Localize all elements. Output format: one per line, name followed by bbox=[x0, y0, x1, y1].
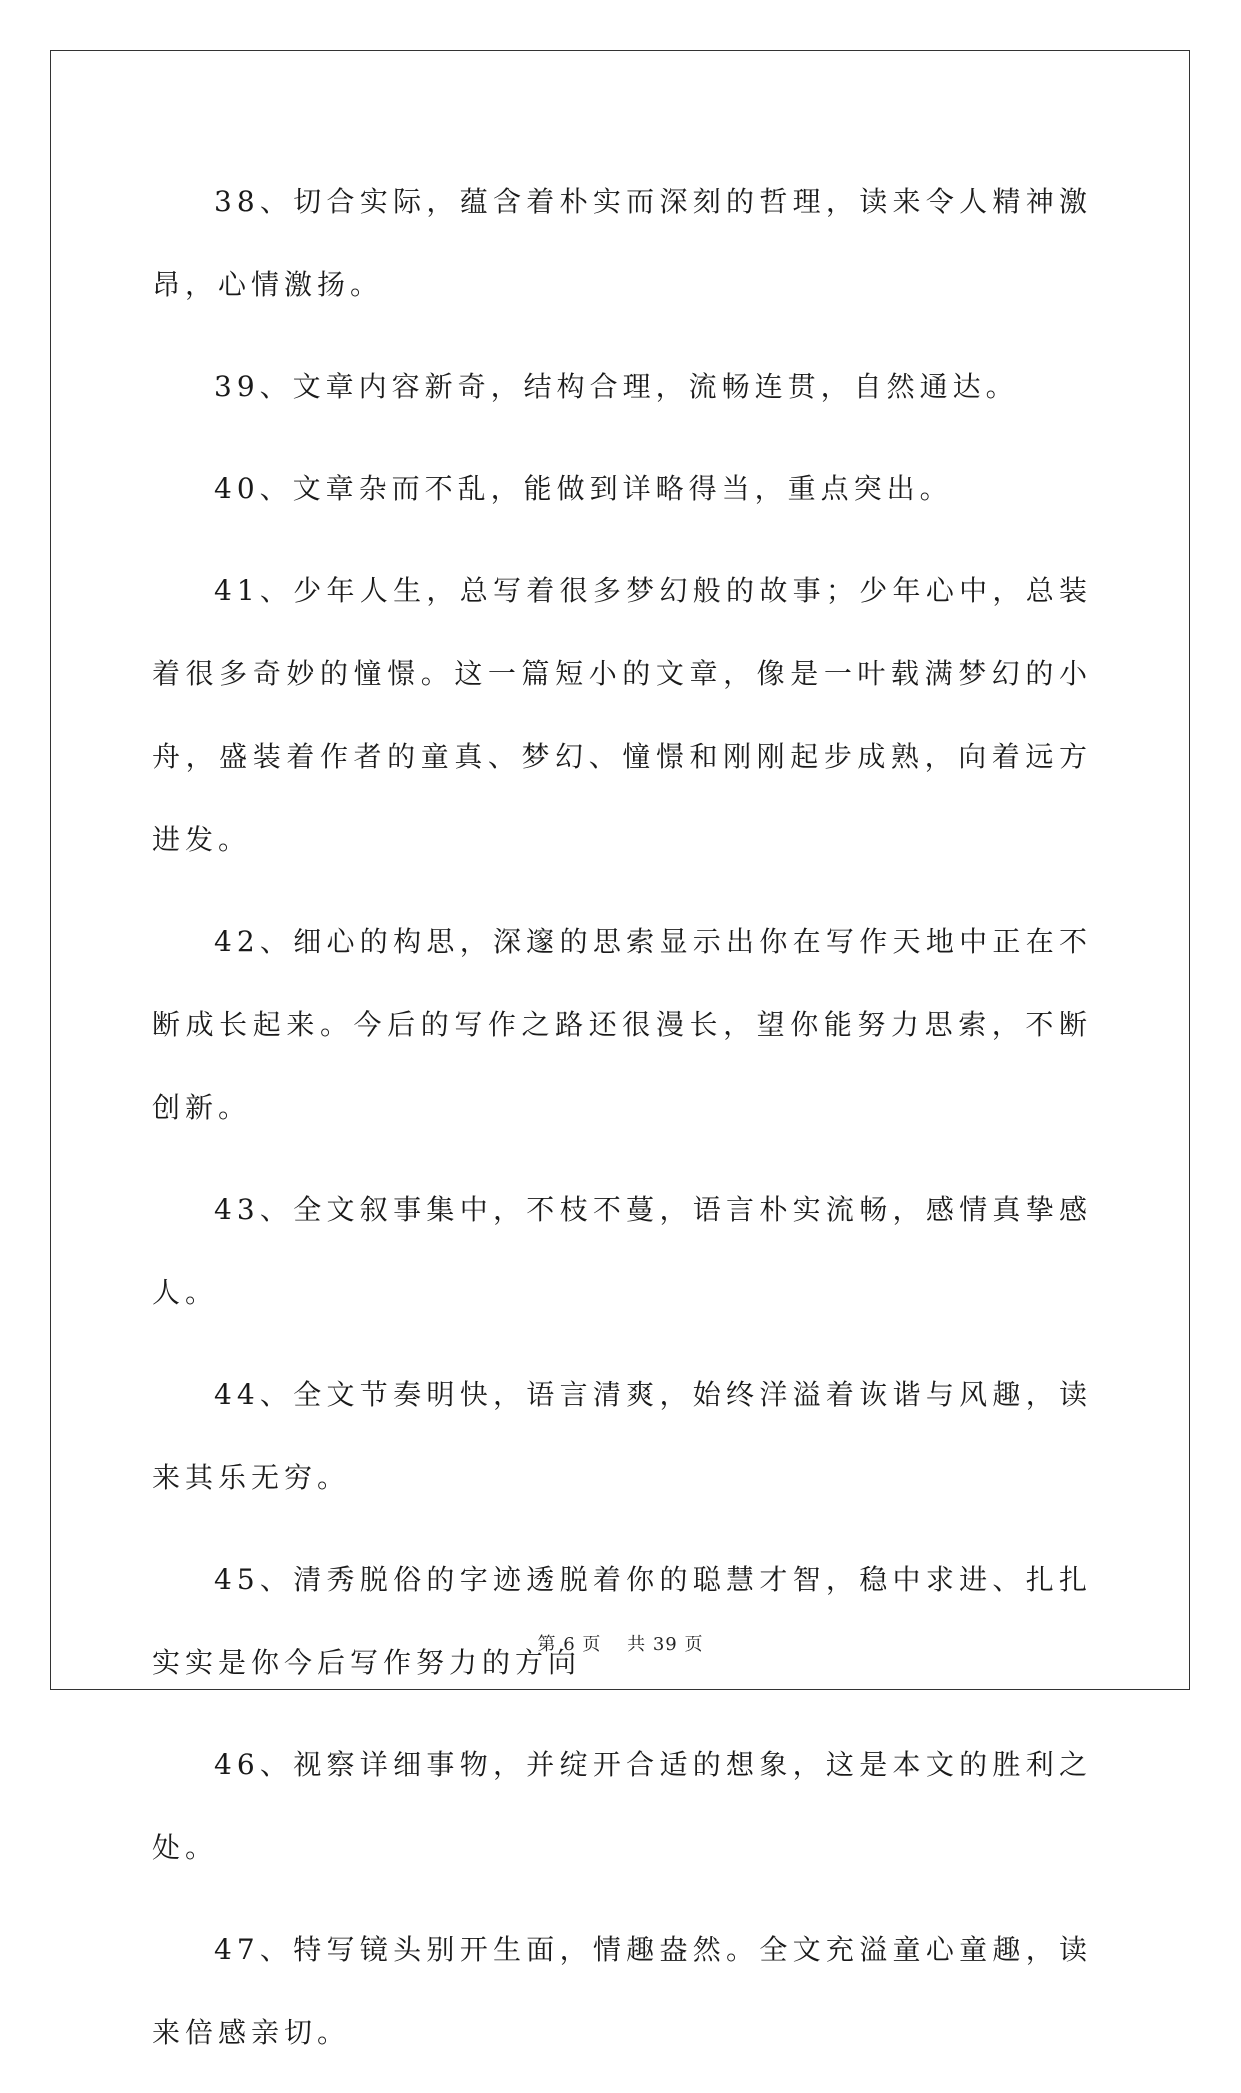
paragraph-39: 39、文章内容新奇，结构合理，流畅连贯，自然通达。 bbox=[214, 370, 1019, 403]
paragraph-41: 41、少年人生，总写着很多梦幻般的故事；少年心中，总装着很多奇妙的憧憬。这一篇短小的文章，像是一叶载满梦幻的小舟，盛装着作者的童真、梦幻、憧憬和刚刚起步成熟，向着远方进发。 bbox=[152, 574, 1092, 856]
document-body bbox=[152, 160, 1092, 2093]
paragraph-43: 43、全文叙事集中，不枝不蔓，语言朴实流畅，感情真挚感人。 bbox=[152, 1193, 1092, 1309]
paragraph-44: 44、全文节奏明快，语言清爽，始终洋溢着诙谐与风趣，读来其乐无穷。 bbox=[152, 1378, 1092, 1494]
paragraph-38: 38、切合实际，蕴含着朴实而深刻的哲理，读来令人精神激昂，心情激扬。 bbox=[152, 185, 1092, 301]
paragraph-42: 42、细心的构思，深邃的思索显示出你在写作天地中正在不断成长起来。今后的写作之路还很漫长，望你能努力思索，不断创新。 bbox=[152, 925, 1092, 1124]
paragraph-40: 40、文章杂而不乱，能做到详略得当，重点突出。 bbox=[214, 472, 953, 505]
page-number-footer: 第 6 页 共 39 页 bbox=[537, 1634, 704, 1655]
paragraph-46: 46、视察详细事物，并绽开合适的想象，这是本文的胜利之处。 bbox=[152, 1748, 1092, 1864]
paragraph-45: 45、清秀脱俗的字迹透脱着你的聪慧才智，稳中求进、扎扎实实是你今后写作努力的方向 bbox=[152, 1563, 1092, 1679]
paragraph-47: 47、特写镜头别开生面，情趣盎然。全文充溢童心童趣，读来倍感亲切。 bbox=[152, 1933, 1092, 2049]
